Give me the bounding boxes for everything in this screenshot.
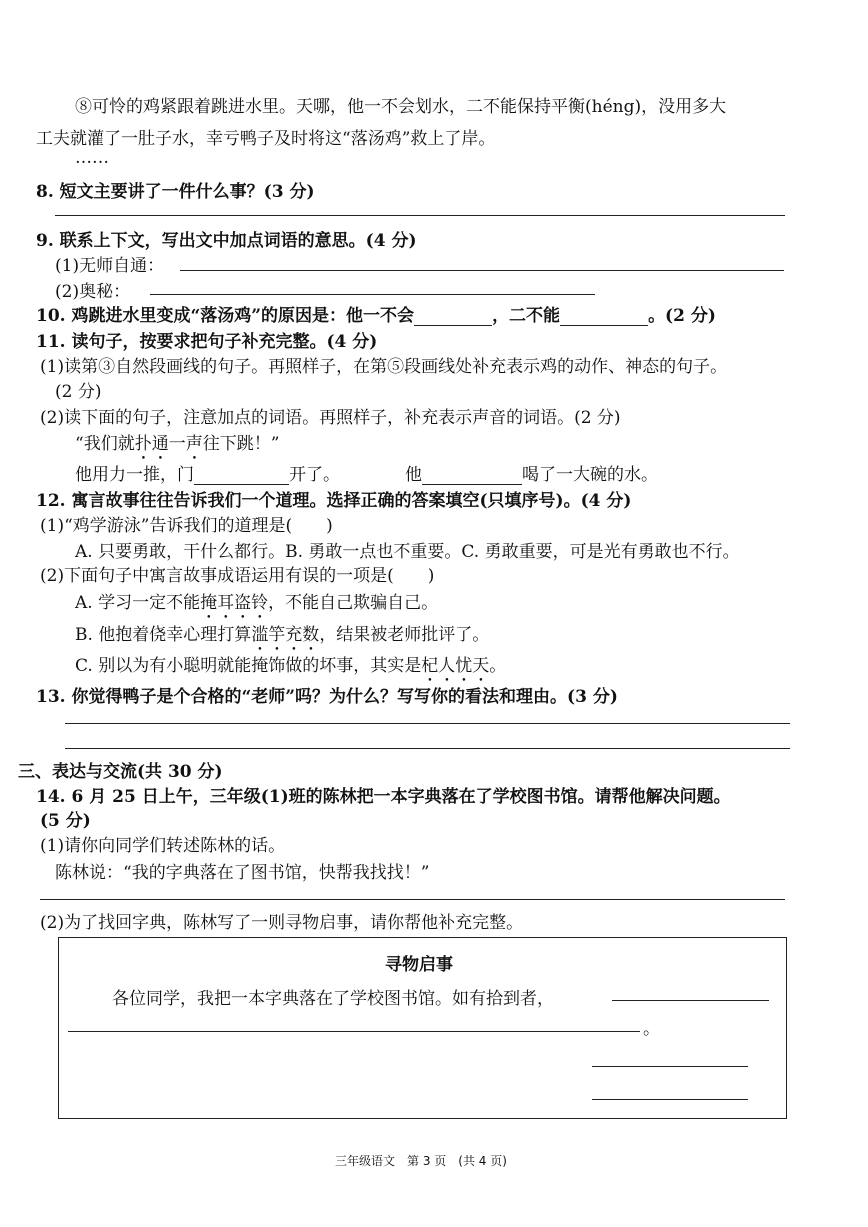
notice-line-2[interactable] bbox=[68, 1031, 640, 1032]
q12-item1-options: A. 只要勇敢，干什么都行。B. 勇敢一点也不重要。C. 勇敢重要，可是光有勇敢也不行。 bbox=[75, 542, 740, 562]
section-3-title: 三、表达与交流(共 30 分) bbox=[18, 762, 223, 782]
notice-body: 各位同学，我把一本字典落在了学校图书馆。如有拾到者， bbox=[112, 989, 554, 1009]
q14-quote: 陈林说：“我的字典落在了图书馆，快帮我找找！” bbox=[55, 863, 430, 883]
fill1-post: 开了。 bbox=[289, 465, 340, 485]
q12-option-a bbox=[75, 588, 438, 623]
question-12: 12. 寓言故事往往告诉我们一个道理。选择正确的答案填空(只填序号)。(4 分) bbox=[36, 491, 632, 511]
question-13: 13. 你觉得鸭子是个合格的“老师”吗？为什么？写写你的看法和理由。(3 分) bbox=[36, 687, 618, 707]
opt-a-post: ，不能自己欺骗自己。 bbox=[268, 593, 439, 613]
q10-blank1[interactable] bbox=[414, 307, 492, 326]
answer-line-q9-1[interactable] bbox=[180, 270, 784, 271]
example-pre: “我们就 bbox=[75, 434, 135, 454]
passage-p8-line1: ⑧可怜的鸡紧跟着跳进水里。天哪，他一不会划水，二不能保持平衡(héng)，没用多大 bbox=[75, 97, 727, 117]
notice-signature-line[interactable] bbox=[592, 1066, 748, 1067]
example-post: 往下跳！” bbox=[202, 434, 280, 454]
opt-b-post: ，结果被老师批评了。 bbox=[319, 625, 490, 645]
q10-part3: 。(2 分) bbox=[648, 306, 716, 326]
fill1-pre: 他用力一推，门 bbox=[75, 465, 194, 485]
notice-title: 寻物启事 bbox=[385, 955, 453, 975]
answer-line-q13-1[interactable] bbox=[65, 723, 790, 724]
q11-fill1 bbox=[75, 460, 340, 485]
answer-line-q14-1[interactable] bbox=[40, 899, 785, 900]
q14-item2: (2)为了找回字典，陈林写了一则寻物启事，请你帮他补充完整。 bbox=[40, 913, 524, 933]
opt-b-idiom: 滥竽充数 bbox=[251, 625, 320, 645]
question-11: 11. 读句子，按要求把句子补充完整。(4 分) bbox=[36, 332, 378, 352]
q12-option-c bbox=[75, 651, 506, 686]
answer-line-q9-2[interactable] bbox=[150, 294, 595, 295]
q11-example bbox=[75, 429, 279, 464]
opt-c-pre: C. 别以为有小聪明就能掩饰做的坏事，其实是 bbox=[75, 656, 422, 676]
q11-fill2 bbox=[405, 460, 658, 485]
q12-option-b bbox=[75, 620, 489, 655]
question-10 bbox=[36, 301, 716, 326]
notice-end-mark: 。 bbox=[643, 1019, 660, 1039]
example-mid: 一 bbox=[168, 434, 186, 454]
opt-a-idiom: 掩耳盗铃 bbox=[200, 593, 269, 613]
fill2-blank[interactable] bbox=[422, 466, 522, 485]
example-dotted-word: 扑通 bbox=[134, 434, 169, 454]
opt-b-pre: B. 他抱着侥幸心理打算 bbox=[75, 625, 252, 645]
opt-c-idiom: 杞人忧天 bbox=[421, 656, 490, 676]
question-9: 9. 联系上下文，写出文中加点词语的意思。(4 分) bbox=[36, 231, 417, 251]
notice-date-line[interactable] bbox=[592, 1099, 748, 1100]
q11-item1-score: (2 分) bbox=[55, 382, 102, 402]
question-14-line1: 14. 6 月 25 日上午，三年级(1)班的陈林把一本字典落在了学校图书馆。请帮他解决问题。 bbox=[36, 787, 731, 807]
q12-item2: (2)下面句子中寓言故事成语运用有误的一项是( ) bbox=[40, 566, 435, 586]
q10-part1: 10. 鸡跳进水里变成“落汤鸡”的原因是：他一不会 bbox=[36, 306, 415, 326]
example-dotted-word-2: 声 bbox=[185, 434, 203, 454]
fill2-pre: 他 bbox=[405, 465, 422, 485]
opt-a-pre: A. 学习一定不能 bbox=[75, 593, 201, 613]
q9-item1: (1)无师自通： bbox=[55, 256, 165, 276]
q12-item1: (1)“鸡学游泳”告诉我们的道理是( ) bbox=[40, 516, 333, 536]
answer-line-q8[interactable] bbox=[55, 215, 785, 216]
answer-line-q13-2[interactable] bbox=[65, 748, 790, 749]
fill2-post: 喝了一大碗的水。 bbox=[522, 465, 658, 485]
q10-blank2[interactable] bbox=[560, 307, 648, 326]
question-8: 8. 短文主要讲了一件什么事？(3 分) bbox=[36, 182, 315, 202]
question-14-score: (5 分) bbox=[40, 811, 91, 831]
notice-line-1[interactable] bbox=[612, 1000, 769, 1001]
q11-item1: (1)读第③自然段画线的句子。再照样子，在第⑤段画线处补充表示鸡的动作、神态的句子。 bbox=[40, 357, 728, 377]
q10-part2: ，二不能 bbox=[492, 306, 561, 326]
fill1-blank[interactable] bbox=[194, 466, 289, 485]
opt-c-post: 。 bbox=[489, 656, 507, 676]
q9-item2: (2)奥秘： bbox=[55, 282, 131, 302]
passage-ellipsis: …… bbox=[75, 148, 109, 168]
q11-item2: (2)读下面的句子，注意加点的词语。再照样子，补充表示声音的词语。(2 分) bbox=[40, 408, 621, 428]
page-footer: 三年级语文 第 3 页 (共 4 页) bbox=[335, 1154, 507, 1168]
passage-p8-line2: 工夫就灌了一肚子水，幸亏鸭子及时将这“落汤鸡”救上了岸。 bbox=[36, 129, 496, 149]
q14-item1: (1)请你向同学们转述陈林的话。 bbox=[40, 836, 286, 856]
